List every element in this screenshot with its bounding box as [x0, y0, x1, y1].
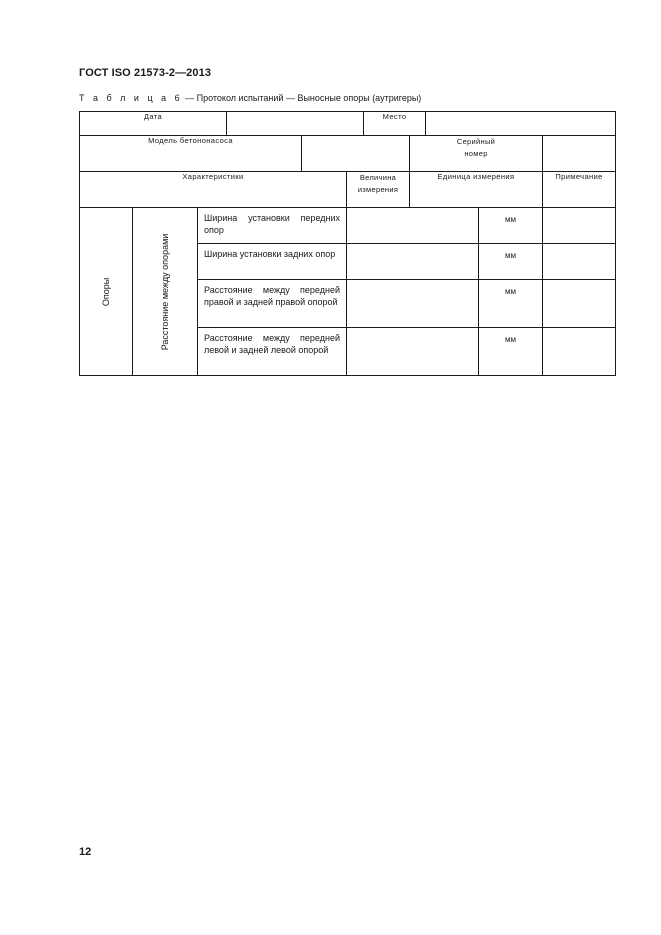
serial-value-cell[interactable] — [543, 136, 616, 172]
table-caption — [79, 93, 421, 103]
page-number: 12 — [79, 846, 92, 858]
serial-label-line2: номер — [464, 149, 488, 158]
characteristic-text: Расстояние между передней левой и задней левой опорой — [204, 333, 340, 355]
col-note-header — [543, 172, 616, 208]
unit-text: мм — [505, 251, 517, 260]
unit-cell — [479, 328, 543, 376]
place-label: Место — [382, 112, 407, 121]
date-label: Дата — [143, 112, 163, 121]
unit-text: мм — [505, 335, 517, 344]
value-cell[interactable] — [347, 280, 479, 328]
model-label: Модель бетононасоса — [148, 136, 233, 145]
unit-cell — [479, 280, 543, 328]
note-cell[interactable] — [543, 328, 616, 376]
characteristic-text: Расстояние между передней правой и задней правой опорой — [204, 285, 340, 307]
group-label: Опоры — [101, 277, 111, 306]
date-place-row — [80, 112, 616, 136]
serial-label-line1: Серийный — [456, 137, 496, 146]
col-value-header — [347, 172, 410, 208]
col-note-label: Примечание — [555, 172, 603, 181]
value-cell[interactable] — [347, 328, 479, 376]
characteristic-cell — [198, 244, 347, 280]
col-characteristics-label: Характеристики — [182, 172, 244, 181]
characteristic-cell — [198, 328, 347, 376]
table-caption-prefix: Т а б л и ц а 6 — [79, 93, 183, 103]
column-header-row — [80, 172, 616, 208]
characteristic-cell — [198, 280, 347, 328]
unit-text: мм — [505, 287, 517, 296]
serial-label-cell — [410, 136, 543, 172]
model-value-cell[interactable] — [302, 136, 410, 172]
model-label-cell — [80, 136, 302, 172]
note-cell[interactable] — [543, 208, 616, 244]
col-characteristics-header — [80, 172, 347, 208]
value-cell[interactable] — [347, 244, 479, 280]
subgroup-label-cell — [133, 208, 198, 376]
value-cell[interactable] — [347, 208, 479, 244]
place-value-cell[interactable] — [426, 112, 616, 136]
document-header: ГОСТ ISO 21573-2—2013 — [79, 67, 212, 79]
group-label-cell — [80, 208, 133, 376]
table-row — [80, 208, 616, 244]
characteristic-text: Ширина установки задних опор — [204, 249, 336, 259]
place-label-cell — [364, 112, 426, 136]
test-protocol-table — [79, 111, 616, 376]
model-serial-row — [80, 136, 616, 172]
characteristic-text: Ширина установки передних опор — [204, 213, 340, 235]
col-unit-header — [410, 172, 543, 208]
unit-text: мм — [505, 215, 517, 224]
note-cell[interactable] — [543, 244, 616, 280]
col-value-line2: измерения — [357, 185, 399, 194]
note-cell[interactable] — [543, 280, 616, 328]
characteristic-cell — [198, 208, 347, 244]
table-caption-text: — Протокол испытаний — Выносные опоры (аутригеры) — [182, 93, 422, 103]
col-value-line1: Величина — [359, 173, 397, 182]
date-value-cell[interactable] — [227, 112, 364, 136]
unit-cell — [479, 208, 543, 244]
unit-cell — [479, 244, 543, 280]
date-label-cell — [80, 112, 227, 136]
subgroup-label: Расстояние между опорами — [160, 233, 170, 350]
col-unit-label: Единица измерения — [437, 172, 515, 181]
